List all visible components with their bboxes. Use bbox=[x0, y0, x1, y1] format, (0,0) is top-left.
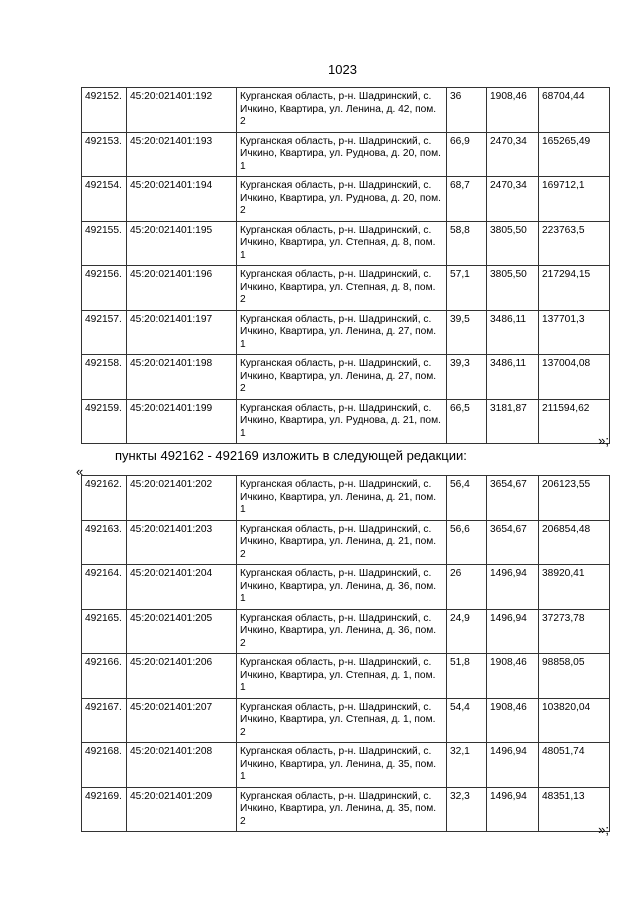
area-cell: 39,5 bbox=[447, 310, 487, 355]
table-row bbox=[82, 520, 610, 565]
area-cell: 26 bbox=[447, 565, 487, 610]
address-cell: Курганская область, р-н. Шадринский, с. Ичкино, Квартира, ул. Ленина, д. 27, пом. 2 bbox=[237, 355, 447, 400]
table-row bbox=[82, 565, 610, 610]
table-row bbox=[82, 132, 610, 177]
item-number-cell: 492162. bbox=[82, 476, 127, 521]
item-number-cell: 492166. bbox=[82, 654, 127, 699]
unit-value-cell: 1496,94 bbox=[487, 787, 539, 832]
unit-value-cell: 2470,34 bbox=[487, 132, 539, 177]
unit-value-cell: 2470,34 bbox=[487, 177, 539, 222]
cadastral-value-cell: 137004,08 bbox=[539, 355, 610, 400]
area-cell: 66,9 bbox=[447, 132, 487, 177]
cadastral-value-cell: 223763,5 bbox=[539, 221, 610, 266]
item-number-cell: 492155. bbox=[82, 221, 127, 266]
table-row bbox=[82, 476, 610, 521]
area-cell: 57,1 bbox=[447, 266, 487, 311]
cadastral-number-cell: 45:20:021401:198 bbox=[127, 355, 237, 400]
table-row bbox=[82, 654, 610, 699]
area-cell: 56,4 bbox=[447, 476, 487, 521]
address-cell: Курганская область, р-н. Шадринский, с. Ичкино, Квартира, ул. Степная, д. 1, пом. 1 bbox=[237, 654, 447, 699]
area-cell: 66,5 bbox=[447, 399, 487, 444]
item-number-cell: 492158. bbox=[82, 355, 127, 400]
closing-quote: »; bbox=[598, 433, 609, 448]
area-cell: 36 bbox=[447, 88, 487, 133]
cadastral-value-cell: 48351,13 bbox=[539, 787, 610, 832]
item-number-cell: 492156. bbox=[82, 266, 127, 311]
cadastral-value-cell: 37273,78 bbox=[539, 609, 610, 654]
item-number-cell: 492164. bbox=[82, 565, 127, 610]
area-cell: 39,3 bbox=[447, 355, 487, 400]
address-cell: Курганская область, р-н. Шадринский, с. Ичкино, Квартира, ул. Ленина, д. 35, пом. 1 bbox=[237, 743, 447, 788]
unit-value-cell: 1496,94 bbox=[487, 609, 539, 654]
address-cell: Курганская область, р-н. Шадринский, с. Ичкино, Квартира, ул. Степная, д. 8, пом. 2 bbox=[237, 266, 447, 311]
address-cell: Курганская область, р-н. Шадринский, с. Ичкино, Квартира, ул. Ленина, д. 36, пом. 2 bbox=[237, 609, 447, 654]
unit-value-cell: 3486,11 bbox=[487, 310, 539, 355]
cadastral-value-cell: 165265,49 bbox=[539, 132, 610, 177]
address-cell: Курганская область, р-н. Шадринский, с. Ичкино, Квартира, ул. Руднова, д. 21, пом. 1 bbox=[237, 399, 447, 444]
area-cell: 68,7 bbox=[447, 177, 487, 222]
table-row bbox=[82, 177, 610, 222]
table-row bbox=[82, 355, 610, 400]
unit-value-cell: 3805,50 bbox=[487, 266, 539, 311]
table-row bbox=[82, 310, 610, 355]
opening-quote: « bbox=[76, 464, 84, 479]
cadastral-number-cell: 45:20:021401:194 bbox=[127, 177, 237, 222]
amendment-instruction: пункты 492162 - 492169 изложить в следующей редакции: bbox=[115, 448, 467, 463]
address-cell: Курганская область, р-н. Шадринский, с. Ичкино, Квартира, ул. Ленина, д. 35, пом. 2 bbox=[237, 787, 447, 832]
table-row bbox=[82, 266, 610, 311]
address-cell: Курганская область, р-н. Шадринский, с. Ичкино, Квартира, ул. Степная, д. 8, пом. 1 bbox=[237, 221, 447, 266]
unit-value-cell: 3181,87 bbox=[487, 399, 539, 444]
cadastral-number-cell: 45:20:021401:192 bbox=[127, 88, 237, 133]
cadastral-value-cell: 68704,44 bbox=[539, 88, 610, 133]
cadastral-value-cell: 217294,15 bbox=[539, 266, 610, 311]
property-table-2 bbox=[81, 475, 610, 832]
table-row bbox=[82, 609, 610, 654]
item-number-cell: 492169. bbox=[82, 787, 127, 832]
unit-value-cell: 1908,46 bbox=[487, 654, 539, 699]
unit-value-cell: 3654,67 bbox=[487, 520, 539, 565]
cadastral-value-cell: 137701,3 bbox=[539, 310, 610, 355]
cadastral-number-cell: 45:20:021401:195 bbox=[127, 221, 237, 266]
table-row bbox=[82, 743, 610, 788]
cadastral-number-cell: 45:20:021401:207 bbox=[127, 698, 237, 743]
address-cell: Курганская область, р-н. Шадринский, с. Ичкино, Квартира, ул. Руднова, д. 20, пом. 2 bbox=[237, 177, 447, 222]
unit-value-cell: 1496,94 bbox=[487, 743, 539, 788]
closing-quote: »; bbox=[598, 822, 609, 837]
area-cell: 54,4 bbox=[447, 698, 487, 743]
area-cell: 32,1 bbox=[447, 743, 487, 788]
unit-value-cell: 1496,94 bbox=[487, 565, 539, 610]
area-cell: 56,6 bbox=[447, 520, 487, 565]
unit-value-cell: 3486,11 bbox=[487, 355, 539, 400]
cadastral-number-cell: 45:20:021401:199 bbox=[127, 399, 237, 444]
unit-value-cell: 1908,46 bbox=[487, 88, 539, 133]
item-number-cell: 492168. bbox=[82, 743, 127, 788]
area-cell: 32,3 bbox=[447, 787, 487, 832]
cadastral-number-cell: 45:20:021401:204 bbox=[127, 565, 237, 610]
item-number-cell: 492157. bbox=[82, 310, 127, 355]
item-number-cell: 492165. bbox=[82, 609, 127, 654]
item-number-cell: 492154. bbox=[82, 177, 127, 222]
cadastral-value-cell: 206123,55 bbox=[539, 476, 610, 521]
item-number-cell: 492167. bbox=[82, 698, 127, 743]
address-cell: Курганская область, р-н. Шадринский, с. Ичкино, Квартира, ул. Ленина, д. 21, пом. 1 bbox=[237, 476, 447, 521]
address-cell: Курганская область, р-н. Шадринский, с. Ичкино, Квартира, ул. Ленина, д. 42, пом. 2 bbox=[237, 88, 447, 133]
address-cell: Курганская область, р-н. Шадринский, с. Ичкино, Квартира, ул. Степная, д. 1, пом. 2 bbox=[237, 698, 447, 743]
property-table-1 bbox=[81, 87, 610, 444]
cadastral-number-cell: 45:20:021401:196 bbox=[127, 266, 237, 311]
cadastral-number-cell: 45:20:021401:203 bbox=[127, 520, 237, 565]
table-row bbox=[82, 88, 610, 133]
table-row bbox=[82, 221, 610, 266]
cadastral-number-cell: 45:20:021401:202 bbox=[127, 476, 237, 521]
item-number-cell: 492152. bbox=[82, 88, 127, 133]
table-row bbox=[82, 787, 610, 832]
unit-value-cell: 3654,67 bbox=[487, 476, 539, 521]
table-row bbox=[82, 698, 610, 743]
item-number-cell: 492159. bbox=[82, 399, 127, 444]
cadastral-number-cell: 45:20:021401:205 bbox=[127, 609, 237, 654]
area-cell: 51,8 bbox=[447, 654, 487, 699]
page-number: 1023 bbox=[328, 62, 357, 77]
cadastral-number-cell: 45:20:021401:209 bbox=[127, 787, 237, 832]
cadastral-value-cell: 103820,04 bbox=[539, 698, 610, 743]
address-cell: Курганская область, р-н. Шадринский, с. Ичкино, Квартира, ул. Руднова, д. 20, пом. 1 bbox=[237, 132, 447, 177]
item-number-cell: 492163. bbox=[82, 520, 127, 565]
cadastral-number-cell: 45:20:021401:193 bbox=[127, 132, 237, 177]
unit-value-cell: 1908,46 bbox=[487, 698, 539, 743]
address-cell: Курганская область, р-н. Шадринский, с. Ичкино, Квартира, ул. Ленина, д. 36, пом. 1 bbox=[237, 565, 447, 610]
item-number-cell: 492153. bbox=[82, 132, 127, 177]
cadastral-value-cell: 206854,48 bbox=[539, 520, 610, 565]
address-cell: Курганская область, р-н. Шадринский, с. Ичкино, Квартира, ул. Ленина, д. 27, пом. 1 bbox=[237, 310, 447, 355]
area-cell: 24,9 bbox=[447, 609, 487, 654]
cadastral-number-cell: 45:20:021401:197 bbox=[127, 310, 237, 355]
cadastral-number-cell: 45:20:021401:206 bbox=[127, 654, 237, 699]
cadastral-value-cell: 98858,05 bbox=[539, 654, 610, 699]
cadastral-value-cell: 38920,41 bbox=[539, 565, 610, 610]
unit-value-cell: 3805,50 bbox=[487, 221, 539, 266]
address-cell: Курганская область, р-н. Шадринский, с. Ичкино, Квартира, ул. Ленина, д. 21, пом. 2 bbox=[237, 520, 447, 565]
cadastral-value-cell: 48051,74 bbox=[539, 743, 610, 788]
cadastral-number-cell: 45:20:021401:208 bbox=[127, 743, 237, 788]
cadastral-value-cell: 169712,1 bbox=[539, 177, 610, 222]
cadastral-value-cell: 211594,62 bbox=[539, 399, 610, 444]
area-cell: 58,8 bbox=[447, 221, 487, 266]
table-row bbox=[82, 399, 610, 444]
